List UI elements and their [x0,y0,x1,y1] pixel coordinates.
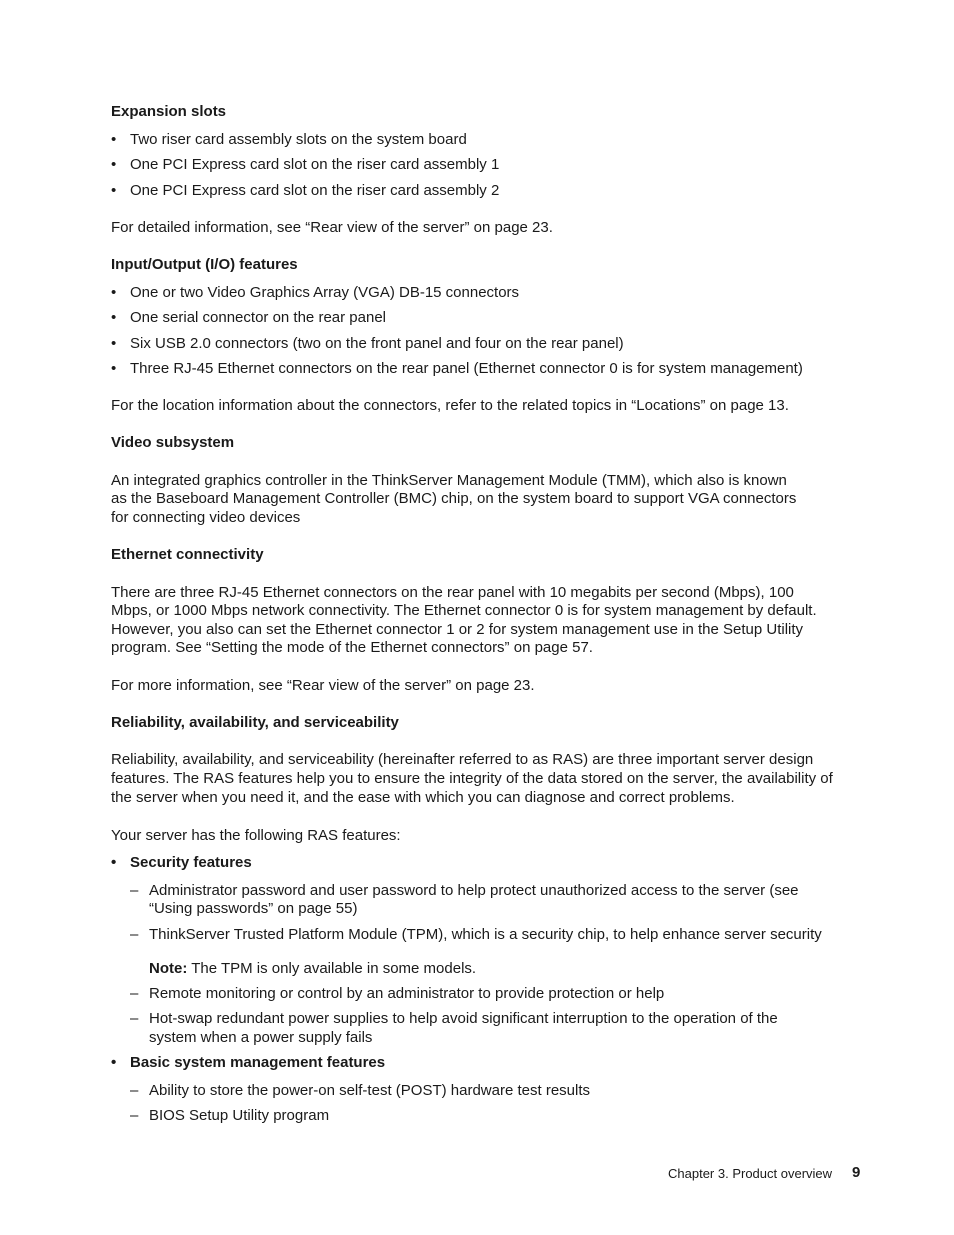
list-item-security-features: Security features [130,854,252,871]
list-item: Three RJ-45 Ethernet connectors on the rear panel (Ethernet connector 0 is for system management) [130,360,803,377]
dash: – [130,1082,139,1099]
paragraph-line: features. The RAS features help you to ensure the integrity of the data stored on the server, the availability of [111,770,833,787]
paragraph-io-reference: For the location information about the connectors, refer to the related topics in “Locations” on page 13. [111,397,789,414]
bullet: • [111,309,117,326]
paragraph-line: program. See “Setting the mode of the Ethernet connectors” on page 57. [111,639,593,656]
footer-chapter: Chapter 3. Product overview [668,1166,833,1181]
heading-ethernet-connectivity: Ethernet connectivity [111,546,264,563]
list-item: One PCI Express card slot on the riser card assembly 2 [130,182,500,199]
paragraph-line: Reliability, availability, and serviceability (hereinafter referred to as RAS) are three important server design [111,751,814,768]
bullet: • [111,182,117,199]
sublist-line: Remote monitoring or control by an administrator to provide protection or help [149,985,665,1002]
paragraph-line: as the Baseboard Management Controller (BMC) chip, on the system board to support VGA connectors [111,490,797,507]
bullet: • [111,156,117,173]
sublist-line: “Using passwords” on page 55) [149,900,358,917]
paragraph-line: for connecting video devices [111,509,301,526]
heading-video-subsystem: Video subsystem [111,434,235,451]
bullet: • [111,854,117,871]
list-item-basic-management: Basic system management features [130,1054,386,1071]
paragraph-line: the server when you need it, and the ease with which you can diagnose and correct problems. [111,789,735,806]
sublist-line: Hot-swap redundant power supplies to help avoid significant interruption to the operation of the [149,1010,778,1027]
paragraph-line: However, you also can set the Ethernet connector 1 or 2 for system management use in the Setup Utility [111,621,804,638]
paragraph-ethernet-reference: For more information, see “Rear view of the server” on page 23. [111,677,535,694]
heading-expansion-slots: Expansion slots [111,103,227,120]
paragraph-ras-intro: Your server has the following RAS features: [111,827,401,844]
note [149,959,864,978]
bullet: • [111,131,117,148]
paragraph-line: An integrated graphics controller in the ThinkServer Management Module (TMM), which also is known [111,472,787,489]
list-item: One PCI Express card slot on the riser card assembly 1 [130,156,500,173]
sublist-line: BIOS Setup Utility program [149,1107,330,1124]
dash: – [130,1107,139,1124]
bullet: • [111,1054,117,1071]
heading-io-features: Input/Output (I/O) features [111,256,298,273]
sublist-line: Administrator password and user password to help protect unauthorized access to the server (see [149,882,799,899]
sublist-line: ThinkServer Trusted Platform Module (TPM), which is a security chip, to help enhance server security [149,926,822,943]
note-text: The TPM is only available in some models. [191,960,477,977]
paragraph-expansion-reference: For detailed information, see “Rear view of the server” on page 23. [111,219,553,236]
dash: – [130,1010,139,1027]
heading-ras: Reliability, availability, and serviceability [111,714,399,731]
list-item: One serial connector on the rear panel [130,309,386,326]
list-item: Six USB 2.0 connectors (two on the front panel and four on the rear panel) [130,335,624,352]
bullet: • [111,335,117,352]
page-number: 9 [852,1164,861,1181]
paragraph-line: Mbps, or 1000 Mbps network connectivity. The Ethernet connector 0 is for system management by default. [111,602,817,619]
bullet: • [111,360,117,377]
sublist-line: Ability to store the power-on self-test (POST) hardware test results [149,1082,590,1099]
dash: – [130,985,139,1002]
dash: – [130,882,139,899]
note-label: Note: [149,960,188,977]
dash: – [130,926,139,943]
list-item: One or two Video Graphics Array (VGA) DB-15 connectors [130,284,520,301]
paragraph-line: There are three RJ-45 Ethernet connectors on the rear panel with 10 megabits per second (Mbps), 100 [111,584,794,601]
sublist-line: system when a power supply fails [149,1029,373,1046]
bullet: • [111,284,117,301]
list-item: Two riser card assembly slots on the system board [130,131,467,148]
